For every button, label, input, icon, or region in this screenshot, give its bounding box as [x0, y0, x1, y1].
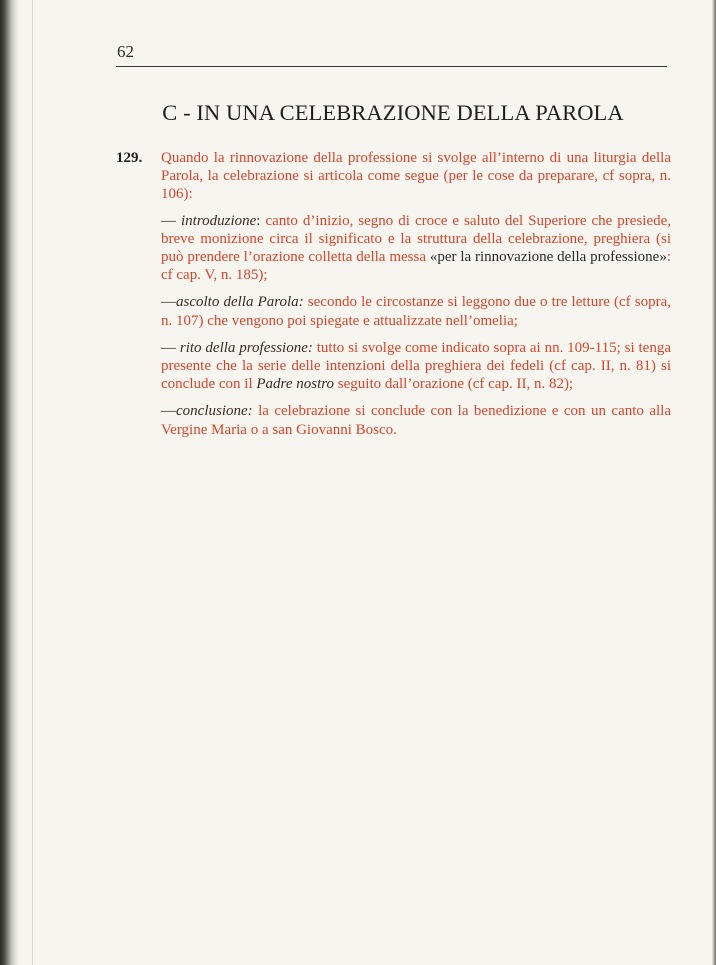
section-title: C - IN UNA CELEBRAZIONE DELLA PAROLA: [162, 100, 624, 125]
paragraph-intro: Quando la rinnovazione della professione si svolge all’interno di una liturgia della Parola, la celebrazione si articola come segue (per le cose da preparare, cf sopra, n. 106):: [161, 150, 671, 203]
header-rule: [116, 66, 667, 67]
item-emphasis: Padre nostro: [256, 376, 335, 393]
item-text-after: : cf cap. V, n. 185);: [161, 249, 671, 284]
item-label: conclusione:: [176, 403, 253, 420]
item-label: introduzione: [181, 212, 257, 229]
item-text-after: seguito dall’orazione (cf cap. II, n. 82);: [334, 376, 574, 393]
page-edge-shadow: [712, 0, 716, 965]
item-dash: —: [161, 212, 181, 229]
item-text: tutto si svolge come indicato sopra ai nn. 109-115; si tenga presente che la serie delle intenzioni della preghiera dei fedeli (cf cap. II, n. 81) si conclude con il: [161, 339, 671, 393]
item-label: ascolto della Parola:: [176, 294, 304, 311]
item-text: secondo le circostanze si leggono due o tre letture (cf sopra, n. 107) che vengono poi spiegate e attualizzate nell’omelia;: [161, 294, 671, 329]
list-item-ascolto: [161, 293, 671, 329]
item-text: la celebrazione si conclude con la benedizione e con un canto alla Vergine Maria o a san Giovanni Bosco.: [161, 403, 671, 438]
list-item-introduzione: [161, 212, 671, 285]
page-number: 62: [117, 42, 134, 61]
item-label-suffix: :: [256, 212, 261, 229]
item-dash: —: [161, 339, 180, 356]
paragraph-number: 129.: [116, 150, 143, 166]
paragraph-body: [161, 149, 671, 448]
list-item-conclusione: [161, 402, 671, 438]
book-binding-shadow: [0, 0, 20, 965]
list-item-rito: [161, 339, 671, 394]
page-gutter-line: [32, 0, 33, 965]
item-text: canto d’inizio, segno di croce e saluto del Superiore che presiede, breve monizione circa il significato e la struttura della celebrazione, preghiera (si può prendere l’orazione colletta della messa: [161, 212, 672, 266]
item-dash: —: [161, 294, 176, 311]
item-dash: —: [161, 403, 176, 420]
item-label: rito della professione:: [179, 339, 313, 356]
item-quote: «per la rinnovazione della professione»: [429, 249, 667, 266]
